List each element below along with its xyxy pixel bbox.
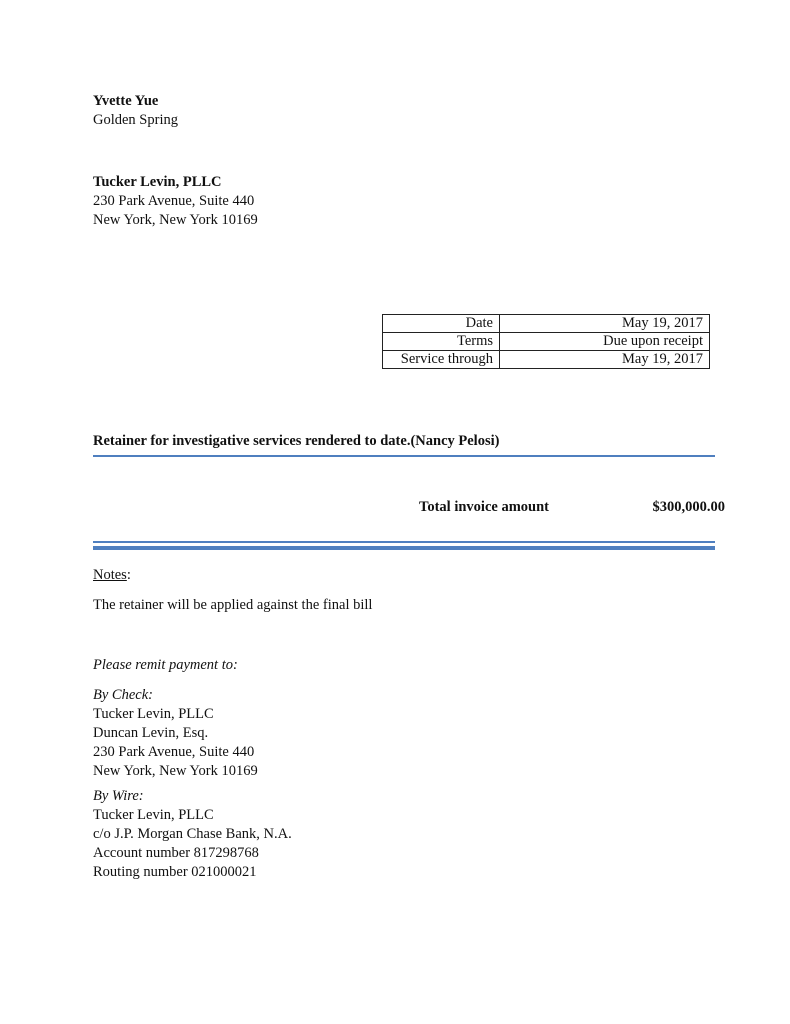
check-line: Tucker Levin, PLLC <box>93 706 214 722</box>
firm-block <box>93 173 258 230</box>
notes-label-text: Notes <box>93 567 127 583</box>
check-payment-block <box>93 686 258 781</box>
check-line: Duncan Levin, Esq. <box>93 725 209 741</box>
wire-heading: By Wire: <box>93 788 144 804</box>
meta-row-terms <box>383 333 710 351</box>
notes-label: Notes: <box>93 567 131 583</box>
wire-line: Account number 817298768 <box>93 845 259 861</box>
total-label: Total invoice amount <box>419 499 549 515</box>
check-line: 230 Park Avenue, Suite 440 <box>93 744 255 760</box>
meta-row-service-through <box>383 351 710 369</box>
divider-line <box>93 455 715 457</box>
notes-text: The retainer will be applied against the final bill <box>93 597 373 613</box>
wire-line: Routing number 021000021 <box>93 864 257 880</box>
check-heading: By Check: <box>93 687 153 703</box>
meta-label: Date <box>383 315 500 333</box>
wire-line: c/o J.P. Morgan Chase Bank, N.A. <box>93 826 292 842</box>
check-line: New York, New York 10169 <box>93 763 258 779</box>
invoice-meta-table <box>382 314 710 369</box>
wire-line: Tucker Levin, PLLC <box>93 807 214 823</box>
firm-name: Tucker Levin, PLLC <box>93 174 222 190</box>
remit-label: Please remit payment to: <box>93 657 238 673</box>
invoice-description: Retainer for investigative services rendered to date.(Nancy Pelosi) <box>93 433 500 449</box>
divider-line-double-top <box>93 541 715 543</box>
total-amount: $300,000.00 <box>652 499 725 515</box>
meta-value: Due upon receipt <box>500 333 710 351</box>
wire-payment-block <box>93 787 292 882</box>
meta-value: May 19, 2017 <box>500 315 710 333</box>
meta-row-date <box>383 315 710 333</box>
firm-address-line1: 230 Park Avenue, Suite 440 <box>93 193 255 209</box>
client-name: Yvette Yue <box>93 93 159 109</box>
meta-label: Terms <box>383 333 500 351</box>
firm-address-line2: New York, New York 10169 <box>93 212 258 228</box>
meta-value: May 19, 2017 <box>500 351 710 369</box>
meta-label: Service through <box>383 351 500 369</box>
client-block <box>93 92 178 130</box>
client-company: Golden Spring <box>93 112 178 128</box>
divider-line-double-bottom <box>93 546 715 550</box>
